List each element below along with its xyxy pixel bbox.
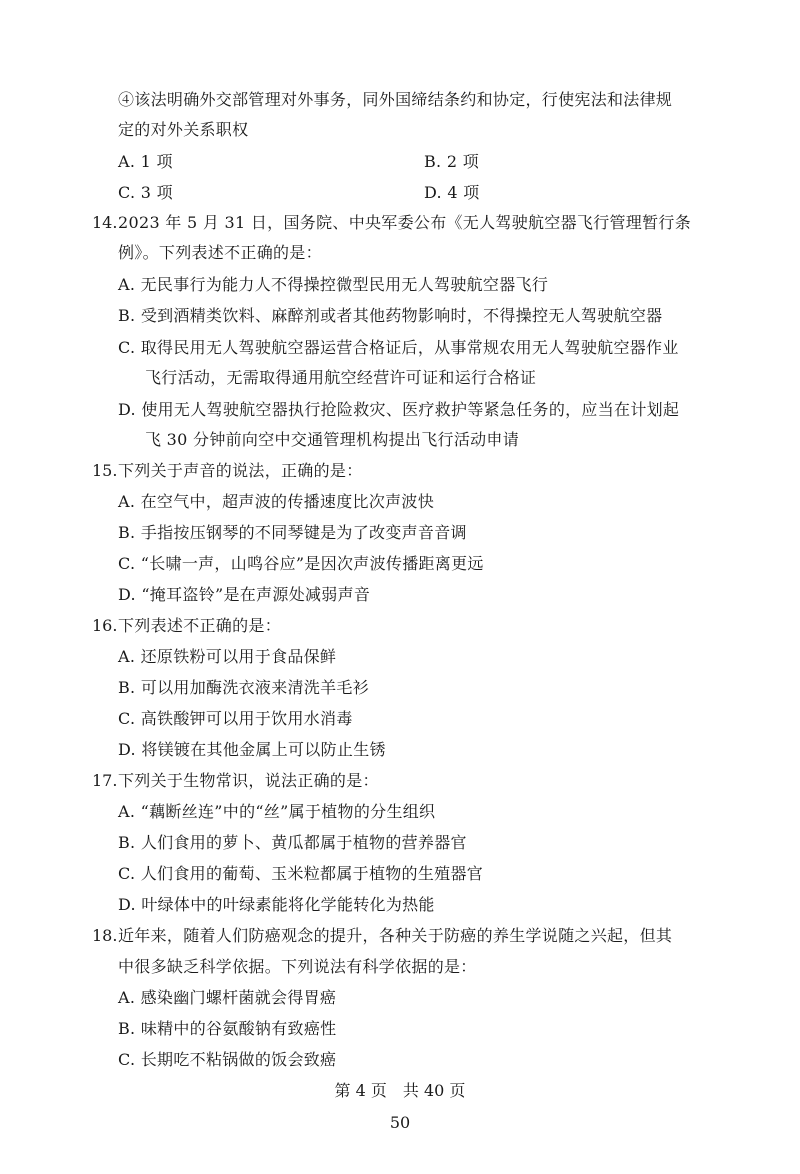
q15-option-a: A. 在空气中，超声波的传播速度比次声波快 [118,492,435,511]
q13-option-a: A. 1 项 [118,152,173,171]
q18-stem-line2: 中很多缺乏科学依据。下列说法有科学依据的是： [118,957,477,976]
q14-option-d-line2: 飞 30 分钟前向空中交通管理机构提出飞行活动申请 [145,430,520,449]
q17-option-b: B. 人们食用的萝卜、黄瓜都属于植物的营养器官 [118,833,467,852]
q14-number: 14. [92,213,118,232]
q13-option-b: B. 2 项 [424,152,479,171]
q16-option-b: B. 可以用加酶洗衣液来清洗羊毛衫 [118,678,370,697]
q18-option-b: B. 味精中的谷氨酸钠有致癌性 [118,1019,337,1038]
q14-option-a: A. 无民事行为能力人不得操控微型民用无人驾驶航空器飞行 [118,275,549,294]
q17-option-a: A. “藕断丝连”中的“丝”属于植物的分生组织 [118,802,436,821]
q14-option-c-line2: 飞行活动，无需取得通用航空经营许可证和运行合格证 [145,368,537,387]
q16-option-c: C. 高铁酸钾可以用于饮用水消毒 [118,709,353,728]
page-number: 50 [389,1113,411,1132]
q13-option-c: C. 3 项 [118,183,173,202]
q18-stem-line1: 近年来，随着人们防癌观念的提升，各种关于防癌的养生学说随之兴起，但其 [118,926,673,945]
q18-number: 18. [92,926,118,945]
q17-stem: 下列关于生物常识，说法正确的是： [118,771,379,790]
q14-option-c-line1: C. 取得民用无人驾驶航空器运营合格证后，从事常规农用无人驾驶航空器作业 [118,338,679,357]
q14-stem-line2: 例》。下列表述不正确的是： [118,243,322,262]
q13-option-d: D. 4 项 [424,183,480,202]
q16-stem: 下列表述不正确的是： [118,616,282,635]
q14-option-d-line1: D. 使用无人驾驶航空器执行抢险救灾、医疗救护等紧急任务的，应当在计划起 [118,400,680,419]
q14-stem-line1: 2023 年 5 月 31 日，国务院、中央军委公布《无人驾驶航空器飞行管理暂行条 [118,213,691,232]
q17-number: 17. [92,771,118,790]
q15-option-b: B. 手指按压钢琴的不同琴键是为了改变声音音调 [118,523,467,542]
q16-number: 16. [92,616,118,635]
q15-option-c: C. “长啸一声，山鸣谷应”是因次声波传播距离更远 [118,554,484,573]
q13-item4-line2: 定的对外关系职权 [118,120,249,139]
q18-option-c: C. 长期吃不粘锅做的饭会致癌 [118,1050,337,1069]
q16-option-d: D. 将镁镀在其他金属上可以防止生锈 [118,740,386,759]
q14-option-b: B. 受到酒精类饮料、麻醉剂或者其他药物影响时，不得操控无人驾驶航空器 [118,306,663,325]
q15-option-d: D. “掩耳盗铃”是在声源处减弱声音 [118,585,371,604]
q15-number: 15. [92,461,118,480]
q16-option-a: A. 还原铁粉可以用于食品保鲜 [118,647,337,666]
q15-stem: 下列关于声音的说法，正确的是： [118,461,363,480]
q17-option-c: C. 人们食用的葡萄、玉米粒都属于植物的生殖器官 [118,864,484,883]
q17-option-d: D. 叶绿体中的叶绿素能将化学能转化为热能 [118,895,435,914]
page-label: 第 4 页 共 40 页 [334,1081,466,1100]
q13-item4-line1: ④该法明确外交部管理对外事务，同外国缔结条约和协定，行使宪法和法律规 [118,90,673,109]
q18-option-a: A. 感染幽门螺杆菌就会得胃癌 [118,988,337,1007]
